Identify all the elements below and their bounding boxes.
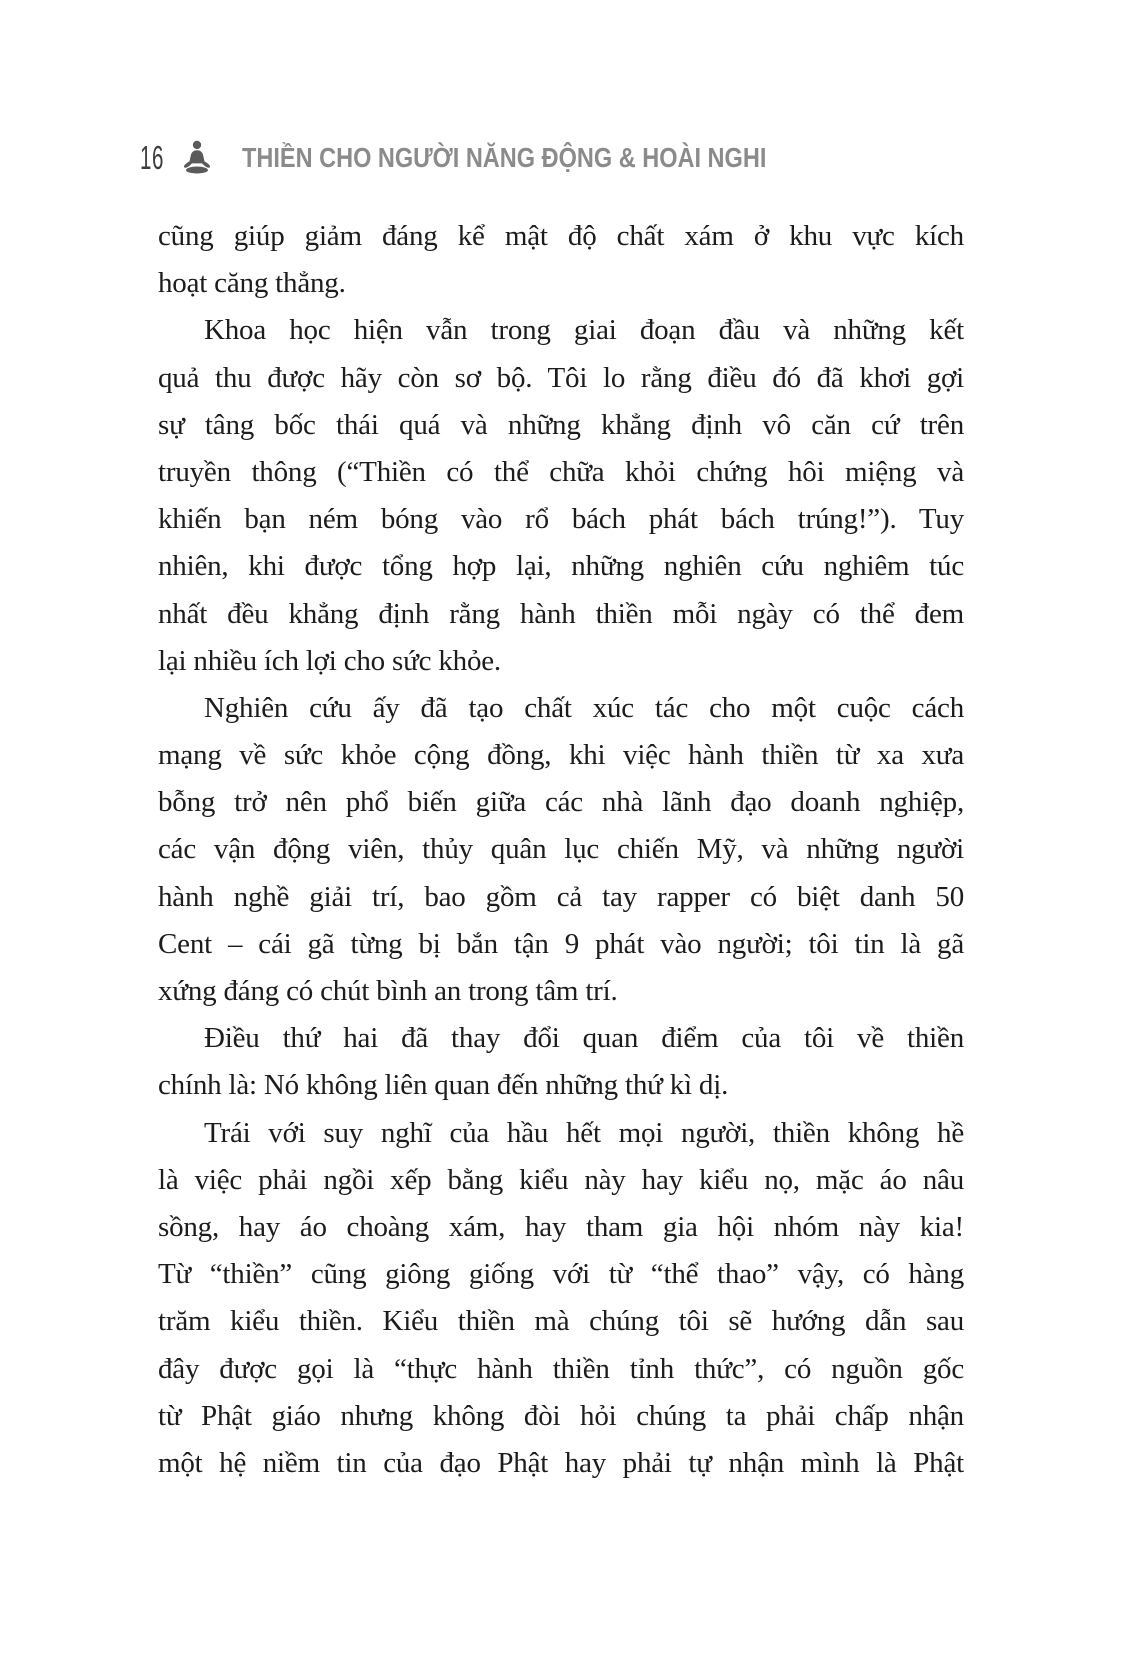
text-line: hoạt căng thẳng. bbox=[158, 267, 346, 300]
text-line: nhất đều khẳng định rằng hành thiền mỗi ngày có thể đem bbox=[158, 597, 964, 630]
text-line: hành nghề giải trí, bao gồm cả tay rapper có biệt danh 50 bbox=[158, 880, 964, 913]
text-line: là việc phải ngồi xếp bằng kiểu này hay kiểu nọ, mặc áo nâu bbox=[158, 1163, 964, 1196]
text-line: trăm kiểu thiền. Kiểu thiền mà chúng tôi sẽ hướng dẫn sau bbox=[158, 1305, 964, 1338]
text-line: khiến bạn ném bóng vào rổ bách phát bách trúng!”). Tuy bbox=[158, 503, 964, 536]
paragraph bbox=[158, 1110, 964, 1488]
text-line: Trái với suy nghĩ của hầu hết mọi người, thiền không hề bbox=[204, 1116, 964, 1149]
text-line: các vận động viên, thủy quân lục chiến Mỹ, và những người bbox=[158, 833, 964, 866]
text-line: lại nhiều ích lợi cho sức khỏe. bbox=[158, 644, 501, 677]
text-line: đây được gọi là “thực hành thiền tỉnh thức”, có nguồn gốc bbox=[158, 1352, 964, 1385]
running-title: THIỀN CHO NGƯỜI NĂNG ĐỘNG & HOÀI NGHI bbox=[242, 142, 767, 173]
text-line: Điều thứ hai đã thay đổi quan điểm của tôi về thiền bbox=[204, 1022, 964, 1055]
text-line: mạng về sức khỏe cộng đồng, khi việc hành thiền từ xa xưa bbox=[158, 739, 964, 772]
text-line: Từ “thiền” cũng giông giống với từ “thể thao” vậy, có hàng bbox=[158, 1258, 964, 1291]
text-line: quả thu được hãy còn sơ bộ. Tôi lo rằng điều đó đã khơi gợi bbox=[158, 361, 964, 394]
text-line: Khoa học hiện vẫn trong giai đoạn đầu và những kết bbox=[204, 314, 964, 347]
text-block bbox=[158, 213, 964, 1487]
text-line: cũng giúp giảm đáng kể mật độ chất xám ở khu vực kích bbox=[158, 220, 964, 252]
text-line: bỗng trở nên phổ biến giữa các nhà lãnh đạo doanh nghiệp, bbox=[158, 786, 964, 819]
page-number: 16 bbox=[140, 139, 165, 176]
paragraph bbox=[158, 685, 964, 1015]
text-line: chính là: Nó không liên quan đến những thứ kì dị. bbox=[158, 1069, 729, 1102]
text-line: từ Phật giáo nhưng không đòi hỏi chúng ta phải chấp nhận bbox=[158, 1399, 964, 1432]
text-line: Nghiên cứu ấy đã tạo chất xúc tác cho một cuộc cách bbox=[204, 691, 964, 724]
paragraph bbox=[158, 307, 964, 685]
text-line: sồng, hay áo choàng xám, hay tham gia hội nhóm này kia! bbox=[158, 1210, 964, 1243]
text-line: nhiên, khi được tổng hợp lại, những nghiên cứu nghiêm túc bbox=[158, 550, 964, 583]
text-line: truyền thông (“Thiền có thể chữa khỏi chứng hôi miệng và bbox=[158, 455, 964, 488]
text-line: Cent – cái gã từng bị bắn tận 9 phát vào người; tôi tin là gã bbox=[158, 927, 964, 960]
meditation-lotus-icon bbox=[178, 136, 216, 180]
text-line: xứng đáng có chút bình an trong tâm trí. bbox=[158, 975, 618, 1007]
paragraph bbox=[158, 213, 964, 307]
page-header bbox=[140, 136, 866, 180]
text-line: sự tâng bốc thái quá và những khẳng định vô căn cứ trên bbox=[158, 408, 964, 441]
paragraph bbox=[158, 1015, 964, 1109]
text-line: một hệ niềm tin của đạo Phật hay phải tự nhận mình là Phật bbox=[158, 1446, 964, 1479]
